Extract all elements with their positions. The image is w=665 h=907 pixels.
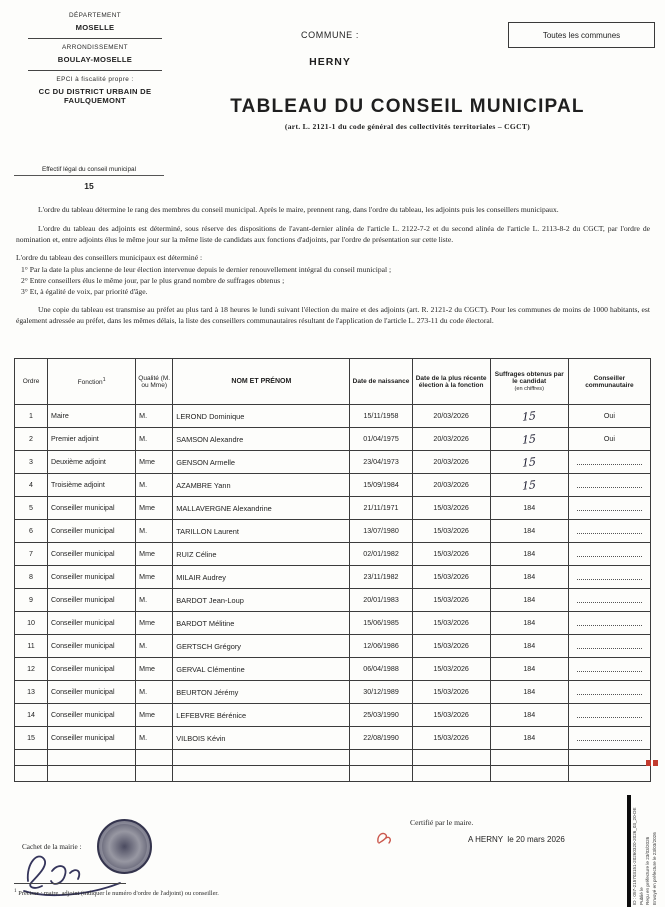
cell-communautaire [568, 658, 650, 681]
effectif-block [14, 166, 164, 191]
dotted-placeholder [577, 572, 642, 580]
cell-election: 20/03/2026 [412, 451, 490, 474]
cell-fonction: Conseiller municipal [48, 566, 136, 589]
cell-qualite: M. [136, 428, 173, 451]
table-row [15, 658, 651, 681]
handwritten-value: 15 [522, 408, 537, 424]
cell-nom: SAMSON Alexandre [173, 428, 350, 451]
cell-naissance: 20/01/1983 [350, 589, 412, 612]
cell-empty [136, 766, 173, 782]
cell-ordre: 9 [15, 589, 48, 612]
cell-naissance: 23/04/1973 [350, 451, 412, 474]
cell-naissance: 25/03/1990 [350, 704, 412, 727]
cell-ordre: 14 [15, 704, 48, 727]
cell-naissance: 01/04/1975 [350, 428, 412, 451]
cell-empty [15, 750, 48, 766]
commune-name: HERNY [309, 56, 351, 68]
arrondissement-label: ARRONDISSEMENT [62, 44, 128, 51]
table-row [15, 727, 651, 750]
cell-ordre: 13 [15, 681, 48, 704]
cell-ordre: 15 [15, 727, 48, 750]
cell-nom: RUIZ Céline [173, 543, 350, 566]
cell-election: 15/03/2026 [412, 497, 490, 520]
cell-election: 15/03/2026 [412, 658, 490, 681]
departement-label: DÉPARTEMENT [68, 12, 122, 19]
cell-communautaire: Oui [568, 428, 650, 451]
dotted-placeholder [577, 480, 642, 488]
cell-ordre: 11 [15, 635, 48, 658]
cell-empty [412, 750, 490, 766]
dotted-placeholder [577, 457, 642, 465]
cell-empty [350, 766, 412, 782]
paragraph-4: Une copie du tableau est transmise au préfet au plus tard à 18 heures le lundi suivant l'élection du maire et des adjoints (art. R. 2121-2 du CGCT). Pour les communes de moins de 1000 habitants, est également adressée au préfet, dans les mêmes délais, la liste des conseillers communautaires résultant de l'application de l'article L. 273-11 du code électoral. [16, 305, 650, 326]
cell-suffrages: 184 [490, 520, 568, 543]
cell-election: 15/03/2026 [412, 681, 490, 704]
cell-ordre: 4 [15, 474, 48, 497]
dotted-placeholder [577, 664, 642, 672]
dotted-placeholder [577, 526, 642, 534]
red-ink-stamp-mark [374, 828, 394, 848]
cell-empty [412, 766, 490, 782]
table-row [15, 589, 651, 612]
table-row-empty [15, 766, 651, 782]
cell-ordre: 6 [15, 520, 48, 543]
cell-suffrages: 184 [490, 681, 568, 704]
transmission-line: Reçu en préfecture le 23/03/2026 [645, 836, 651, 905]
cell-naissance: 13/07/1980 [350, 520, 412, 543]
cell-communautaire [568, 451, 650, 474]
cell-qualite: M. [136, 520, 173, 543]
cell-communautaire [568, 681, 650, 704]
cell-qualite: M. [136, 727, 173, 750]
cell-communautaire [568, 635, 650, 658]
cell-qualite: M. [136, 474, 173, 497]
all-communes-label: Toutes les communes [542, 30, 621, 40]
col-header-naissance: Date de naissance [350, 359, 412, 405]
transmission-line: ID : 057-215703151-20260320-2026_03_20-DE [632, 807, 637, 905]
table-row [15, 566, 651, 589]
cell-communautaire [568, 543, 650, 566]
cell-communautaire [568, 589, 650, 612]
table-row [15, 428, 651, 451]
cell-election: 20/03/2026 [412, 405, 490, 428]
col-header-suffrages: Suffrages obtenus par le candidat (en chiffres) [490, 359, 568, 405]
title-block [175, 96, 640, 131]
cell-nom: BEURTON Jérémy [173, 681, 350, 704]
prefecture-transmission-stamp [632, 757, 660, 905]
cell-suffrages: 184 [490, 727, 568, 750]
cell-naissance: 21/11/1971 [350, 497, 412, 520]
cell-election: 15/03/2026 [412, 520, 490, 543]
paragraph-3-item: 2° Entre conseillers élus le même jour, par le plus grand nombre de suffrages obtenus ; [21, 275, 285, 285]
col-header-ordre: Ordre [15, 359, 48, 405]
cell-empty [48, 766, 136, 782]
cell-suffrages: 184 [490, 612, 568, 635]
cell-naissance: 15/11/1958 [350, 405, 412, 428]
cell-qualite: Mme [136, 704, 173, 727]
cell-suffrages [490, 474, 568, 497]
cell-naissance: 15/09/1984 [350, 474, 412, 497]
paragraph-3: L'ordre du tableau des conseillers municipaux est déterminé : [16, 253, 203, 263]
cell-election: 15/03/2026 [412, 566, 490, 589]
cell-election: 15/03/2026 [412, 589, 490, 612]
footnote-text: Préciser : maire, adjoint (indiquer le numéro d'ordre de l'adjoint) ou conseiller. [16, 890, 219, 898]
table-row-empty [15, 750, 651, 766]
cell-naissance: 15/06/1985 [350, 612, 412, 635]
cell-empty [136, 750, 173, 766]
dotted-placeholder [577, 595, 642, 603]
cell-suffrages: 184 [490, 589, 568, 612]
cell-suffrages: 184 [490, 658, 568, 681]
cell-nom: LEFEBVRE Bérénice [173, 704, 350, 727]
cell-ordre: 8 [15, 566, 48, 589]
admin-info-block [14, 12, 176, 105]
cell-ordre: 5 [15, 497, 48, 520]
cell-empty [350, 750, 412, 766]
cell-suffrages [490, 405, 568, 428]
all-communes-box [508, 22, 655, 48]
footnote-marker: 1 [14, 888, 17, 894]
table-row [15, 704, 651, 727]
cell-nom: BARDOT Mélitine [173, 612, 350, 635]
cell-naissance: 02/01/1982 [350, 543, 412, 566]
cell-suffrages: 184 [490, 497, 568, 520]
cell-fonction: Conseiller municipal [48, 658, 136, 681]
col-header-nom: NOM ET PRÉNOM [173, 359, 350, 405]
epci-value: CC DU DISTRICT URBAIN DE FAULQUEMONT [38, 87, 152, 105]
cell-election: 15/03/2026 [412, 704, 490, 727]
cell-communautaire [568, 520, 650, 543]
cell-communautaire [568, 612, 650, 635]
cell-naissance: 23/11/1982 [350, 566, 412, 589]
cell-election: 15/03/2026 [412, 543, 490, 566]
effectif-value: 15 [84, 181, 94, 191]
paragraph-3-item: 1° Par la date la plus ancienne de leur élection intervenue depuis le dernier renouvellement intégral du conseil municipal ; [21, 265, 392, 275]
cell-qualite: Mme [136, 566, 173, 589]
cell-naissance: 30/12/1989 [350, 681, 412, 704]
cell-communautaire [568, 566, 650, 589]
cell-communautaire [568, 497, 650, 520]
cell-qualite: M. [136, 405, 173, 428]
dotted-placeholder [577, 641, 642, 649]
cell-qualite: Mme [136, 612, 173, 635]
transmission-line: Publié le [638, 887, 644, 905]
cell-fonction: Conseiller municipal [48, 497, 136, 520]
table-row [15, 612, 651, 635]
paragraph-2: L'ordre du tableau des adjoints est déterminé, sous réserve des dispositions de l'avant-dernier alinéa de l'article L. 2122-7-2 et du second alinéa de l'article L. 2113-8-2 du CGCT, par l'ordre de nomination et, entre adjoints élus le même jour sur la même liste de candidats aux fonctions d'adjoints, par l'ordre de présentation sur cette liste. [16, 223, 650, 244]
cell-nom: BARDOT Jean-Loup [173, 589, 350, 612]
cell-election: 15/03/2026 [412, 635, 490, 658]
cell-election: 15/03/2026 [412, 612, 490, 635]
cell-communautaire [568, 474, 650, 497]
table-row [15, 405, 651, 428]
paragraph-1: L'ordre du tableau détermine le rang des membres du conseil municipal. Après le maire, prennent rang, dans l'ordre du tableau, les adjoints puis les conseillers municipaux. [38, 205, 559, 214]
cell-empty [15, 766, 48, 782]
cell-ordre: 3 [15, 451, 48, 474]
cell-suffrages [490, 428, 568, 451]
cell-empty [490, 766, 568, 782]
suffrages-unit-note: (en chiffres) [514, 386, 544, 392]
cell-nom: LEROND Dominique [173, 405, 350, 428]
certification-text: Certifié par le maire. [410, 818, 474, 827]
col-header-election: Date de la plus récente élection à la fonction [412, 359, 490, 405]
place-and-date: A HERNY le 20 mars 2026 [468, 835, 565, 844]
cell-qualite: Mme [136, 543, 173, 566]
cell-ordre: 10 [15, 612, 48, 635]
table-header-row [15, 359, 651, 405]
footnote [14, 888, 219, 897]
cell-election: 20/03/2026 [412, 474, 490, 497]
footnote-rule [14, 883, 126, 884]
cell-fonction: Premier adjoint [48, 428, 136, 451]
cell-fonction: Maire [48, 405, 136, 428]
handwritten-value: 15 [522, 477, 537, 493]
dotted-placeholder [577, 618, 642, 626]
table-row [15, 474, 651, 497]
cell-election: 20/03/2026 [412, 428, 490, 451]
cell-suffrages: 184 [490, 635, 568, 658]
departement-value: MOSELLE [75, 23, 115, 32]
cell-empty [490, 750, 568, 766]
separator-line [28, 70, 162, 71]
cell-nom: MALLAVERGNE Alexandrine [173, 497, 350, 520]
cell-naissance: 06/04/1988 [350, 658, 412, 681]
commune-label: COMMUNE : [301, 30, 359, 40]
cell-fonction: Conseiller municipal [48, 704, 136, 727]
table-row [15, 520, 651, 543]
cell-communautaire: Oui [568, 405, 650, 428]
col-header-fonction: Fonction$^1$ [48, 359, 136, 405]
page-title: TABLEAU DU CONSEIL MUNICIPAL [230, 96, 585, 117]
table-row [15, 681, 651, 704]
commune-block [180, 30, 480, 68]
col-header-communautaire: Conseiller communautaire [568, 359, 650, 405]
cell-ordre: 12 [15, 658, 48, 681]
page-subtitle: (art. L. 2121-1 du code général des collectivités territoriales – CGCT) [284, 122, 531, 131]
dotted-placeholder [577, 687, 642, 695]
cell-election: 15/03/2026 [412, 727, 490, 750]
handwritten-value: 15 [522, 431, 537, 447]
effectif-label: Effectif légal du conseil municipal [14, 166, 164, 176]
cachet-label: Cachet de la mairie : [22, 843, 82, 851]
cell-nom: GENSON Armelle [173, 451, 350, 474]
cell-suffrages: 184 [490, 566, 568, 589]
council-table-body [15, 405, 651, 782]
fonction-footnote-ref: 1 [102, 376, 106, 383]
dotted-placeholder [577, 710, 642, 718]
cell-ordre: 1 [15, 405, 48, 428]
cell-qualite: Mme [136, 451, 173, 474]
transmission-line: Envoyé en préfecture le 23/03/2026 [651, 832, 657, 905]
cell-nom: TARILLON Laurent [173, 520, 350, 543]
cell-naissance: 12/06/1986 [350, 635, 412, 658]
council-table [14, 358, 651, 782]
transmission-barcode-bar [627, 795, 631, 907]
cell-ordre: 2 [15, 428, 48, 451]
cell-communautaire [568, 704, 650, 727]
cell-fonction: Conseiller municipal [48, 520, 136, 543]
cell-suffrages: 184 [490, 543, 568, 566]
cell-nom: MILAIR Audrey [173, 566, 350, 589]
cell-empty [173, 750, 350, 766]
cell-qualite: M. [136, 589, 173, 612]
cell-nom: GERTSCH Grégory [173, 635, 350, 658]
table-row [15, 635, 651, 658]
cell-nom: GERVAL Clémentine [173, 658, 350, 681]
epci-label: EPCI à fiscalité propre : [56, 76, 134, 83]
dotted-placeholder [577, 549, 642, 557]
cell-nom: VILBOIS Kévin [173, 727, 350, 750]
cell-fonction: Conseiller municipal [48, 543, 136, 566]
cell-naissance: 22/08/1990 [350, 727, 412, 750]
cell-suffrages: 184 [490, 704, 568, 727]
handwritten-value: 15 [522, 454, 537, 470]
table-row [15, 451, 651, 474]
cell-nom: AZAMBRE Yann [173, 474, 350, 497]
col-header-qualite: Qualité (M. ou Mme) [136, 359, 173, 405]
cell-qualite: Mme [136, 497, 173, 520]
cell-fonction: Conseiller municipal [48, 681, 136, 704]
cell-ordre: 7 [15, 543, 48, 566]
cell-fonction: Deuxième adjoint [48, 451, 136, 474]
cell-empty [48, 750, 136, 766]
mairie-round-seal [97, 819, 152, 874]
dotted-placeholder [577, 503, 642, 511]
cell-suffrages [490, 451, 568, 474]
cell-fonction: Conseiller municipal [48, 635, 136, 658]
cell-fonction: Conseiller municipal [48, 727, 136, 750]
arrondissement-value: BOULAY-MOSELLE [57, 55, 133, 64]
cell-qualite: M. [136, 681, 173, 704]
paragraph-3-item: 3° Et, à égalité de voix, par priorité d'âge. [21, 286, 148, 296]
table-row [15, 543, 651, 566]
cell-qualite: M. [136, 635, 173, 658]
cell-empty [173, 766, 350, 782]
separator-line [28, 38, 162, 39]
cell-fonction: Conseiller municipal [48, 589, 136, 612]
cell-communautaire [568, 727, 650, 750]
dotted-placeholder [577, 733, 642, 741]
intro-paragraphs [16, 205, 650, 335]
cell-fonction: Troisième adjoint [48, 474, 136, 497]
table-row [15, 497, 651, 520]
cell-fonction: Conseiller municipal [48, 612, 136, 635]
cell-qualite: Mme [136, 658, 173, 681]
